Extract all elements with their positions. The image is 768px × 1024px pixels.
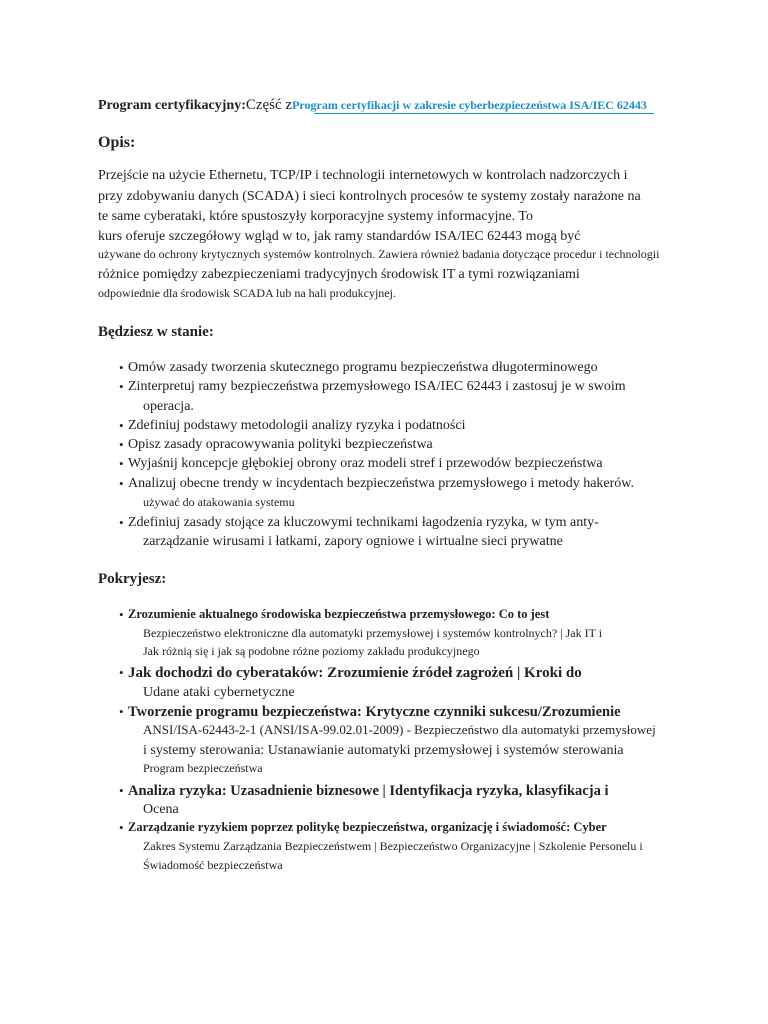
description-heading: Opis:	[98, 134, 136, 151]
ability-item-7-cont: zarządzanie wirusami i łatkami, zapory ogniowe i wirtualne sieci prywatne	[143, 534, 563, 549]
coverage-item-3: Tworzenie programu bezpieczeństwa: Krytyczne czynniki sukcesu/Zrozumienie	[128, 704, 621, 720]
bullet-icon: •	[119, 360, 124, 375]
bullet-icon: •	[119, 665, 124, 680]
coverage-item-3-cont-1: ANSI/ISA-62443-2-1 (ANSI/ISA-99.02.01-2009) - Bezpieczeństwo dla automatyki przemysłowej	[143, 722, 656, 737]
program-link-underline	[314, 113, 654, 114]
coverage-heading: Pokryjesz:	[98, 571, 167, 587]
bullet-icon: •	[119, 607, 124, 622]
ability-item-5: Wyjaśnij koncepcje głębokiej obrony oraz modeli stref i przewodów bezpieczeństwa	[128, 456, 603, 471]
coverage-item-1-cont-2: Jak różnią się i jak są podobne różne poziomy zakładu produkcyjnego	[143, 644, 480, 658]
coverage-item-5: Zarządzanie ryzykiem poprzez politykę bezpieczeństwa, organizację i świadomość: Cyber	[128, 820, 607, 834]
bullet-icon: •	[119, 437, 124, 452]
coverage-item-1-cont-1: Bezpieczeństwo elektroniczne dla automatyki przemysłowej i systemów kontrolnych? | Jak IT i	[143, 626, 603, 640]
bullet-icon: •	[119, 379, 124, 394]
description-line-3: te same cyberataki, które spustoszyły korporacyjne systemy informacyjne. To	[98, 209, 533, 224]
ability-item-2: Zinterpretuj ramy bezpieczeństwa przemysłowego ISA/IEC 62443 i zastosuj je w swoim	[128, 379, 626, 394]
bullet-icon: •	[119, 820, 124, 835]
program-link[interactable]: Program certyfikacji w zakresie cyberbezpieczeństwa ISA/IEC 62443	[292, 98, 647, 112]
ability-item-2-cont: operacja.	[143, 399, 194, 414]
coverage-item-5-cont-2: Świadomość bezpieczeństwa	[143, 858, 283, 872]
ability-item-4: Opisz zasady opracowywania polityki bezpieczeństwa	[128, 437, 433, 452]
coverage-item-3-cont-3: Program bezpieczeństwa	[143, 761, 263, 775]
ability-item-6: Analizuj obecne trendy w incydentach bezpieczeństwa przemysłowego i metody hakerów.	[128, 476, 635, 491]
program-prefix: Część z	[245, 97, 293, 113]
bullet-icon: •	[119, 476, 124, 491]
coverage-item-4-cont: Ocena	[143, 802, 179, 817]
description-line-2: przy zdobywaniu danych (SCADA) i sieci kontrolnych procesów te systemy zostały narażone na	[98, 189, 641, 204]
program-label: Program certyfikacyjny:	[98, 98, 246, 113]
ability-item-6-cont: używać do atakowania systemu	[143, 495, 295, 509]
abilities-heading: Będziesz w stanie:	[98, 324, 214, 340]
ability-item-1: Omów zasady tworzenia skutecznego programu bezpieczeństwa długoterminowego	[128, 360, 598, 375]
description-line-7: odpowiednie dla środowisk SCADA lub na hali produkcyjnej.	[98, 286, 396, 300]
bullet-icon: •	[119, 456, 124, 471]
description-line-6: różnice pomiędzy zabezpieczeniami tradycyjnych środowisk IT a tymi rozwiązaniami	[98, 267, 580, 282]
program-line	[98, 97, 647, 114]
coverage-item-5-cont-1: Zakres Systemu Zarządzania Bezpieczeństwem | Bezpieczeństwo Organizacyjne | Szkolenie Personelu i	[143, 839, 643, 853]
coverage-item-1: Zrozumienie aktualnego środowiska bezpieczeństwa przemysłowego: Co to jest	[128, 607, 550, 621]
coverage-item-4: Analiza ryzyka: Uzasadnienie biznesowe | Identyfikacja ryzyka, klasyfikacja i	[128, 783, 609, 799]
bullet-icon: •	[119, 783, 124, 798]
description-line-1: Przejście na użycie Ethernetu, TCP/IP i technologii internetowych w kontrolach nadzorczych i	[98, 168, 628, 183]
ability-item-3: Zdefiniuj podstawy metodologii analizy ryzyka i podatności	[128, 418, 466, 433]
coverage-item-2-cont: Udane ataki cybernetyczne	[143, 685, 295, 700]
coverage-item-3-cont-2: i systemy sterowania: Ustanawianie automatyki przemysłowej i systemów sterowania	[143, 743, 624, 758]
description-line-4: kurs oferuje szczegółowy wgląd w to, jak ramy standardów ISA/IEC 62443 mogą być	[98, 229, 581, 244]
bullet-icon: •	[119, 418, 124, 433]
coverage-item-2: Jak dochodzi do cyberataków: Zrozumienie źródeł zagrożeń | Kroki do	[128, 665, 582, 681]
ability-item-7: Zdefiniuj zasady stojące za kluczowymi technikami łagodzenia ryzyka, w tym anty-	[128, 515, 599, 530]
bullet-icon: •	[119, 704, 124, 719]
bullet-icon: •	[119, 515, 124, 530]
description-line-5: używane do ochrony krytycznych systemów kontrolnych. Zawiera również badania dotyczące procedur i technologii	[98, 247, 660, 261]
